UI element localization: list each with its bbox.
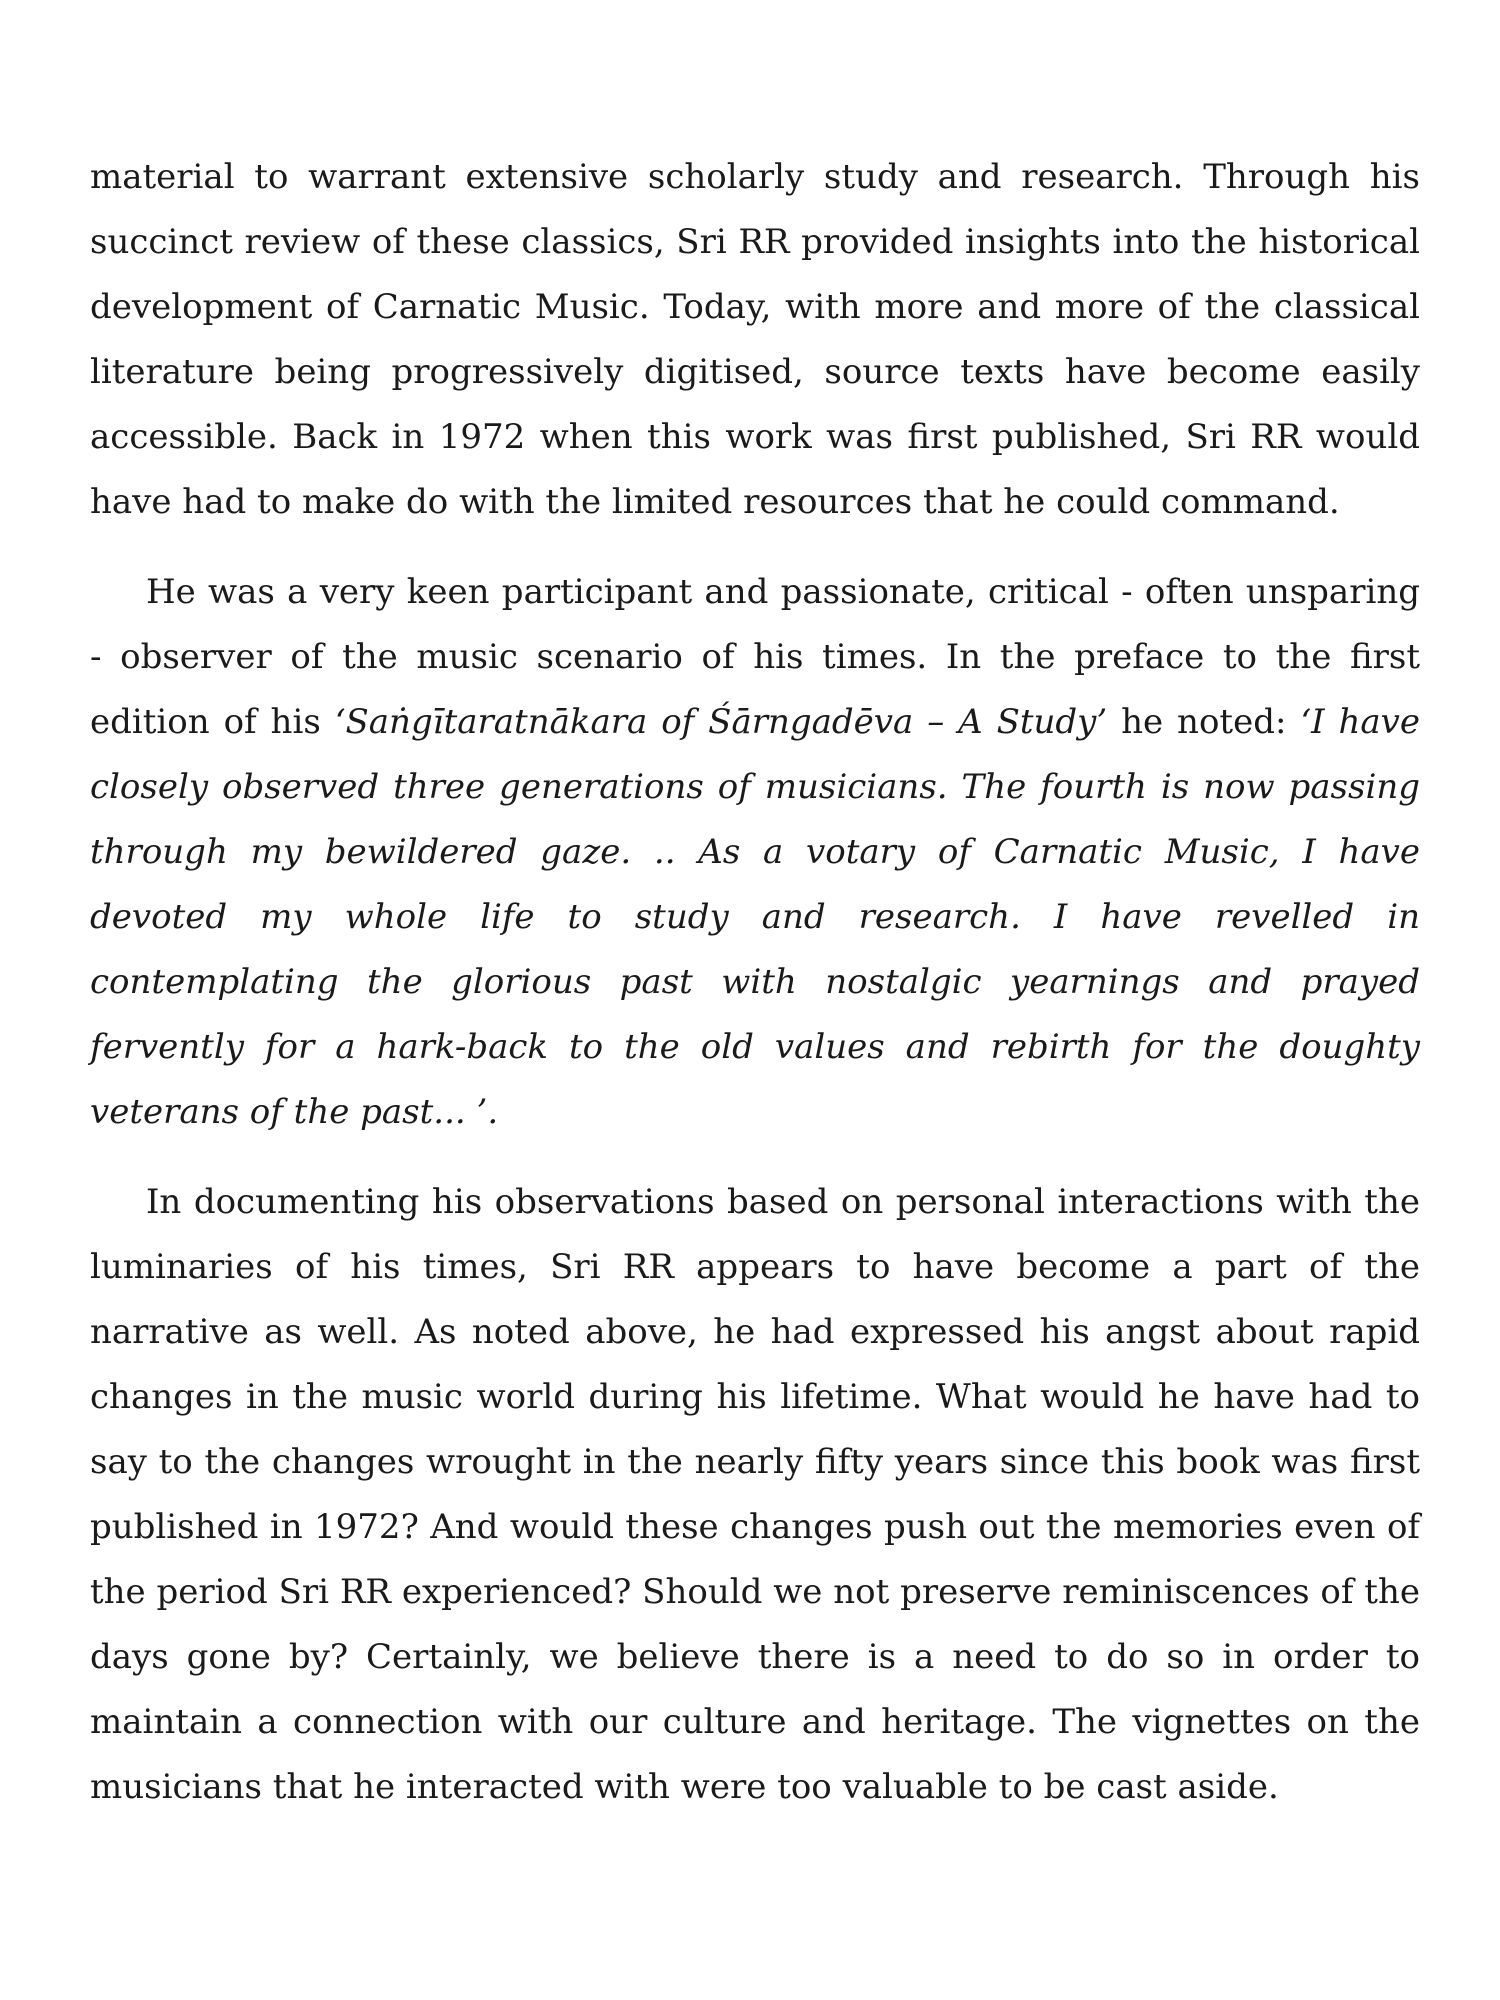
paragraph-2-bridge: he noted:: [1107, 702, 1301, 742]
preface-quote: ‘I have closely observed three generations of musicians. The fourth is now passing through my bewildered gaze. .. As a votary of Carnatic Music, I have devoted my whole life to study and research. I have revelled in contemplating the glorious past with nostalgic yearnings and prayed fervently for a hark-back to the old values and rebirth for the doughty veterans of the past... ’.: [90, 702, 1420, 1132]
paragraph-3: In documenting his observations based on personal interactions with the luminaries of his times, Sri RR appears to have become a part of the narrative as well. As noted above, he had expressed his angst about rapid changes in the music world during his lifetime. What would he have had to say to the changes wrought in the nearly fifty years since this book was first published in 1972? And would these changes push out the memories even of the period Sri RR experienced? Should we not preserve reminiscences of the days gone by? Certainly, we believe there is a need to do so in order to maintain a connection with our culture and heritage. The vignettes on the musicians that he interacted with were too valuable to be cast aside.: [90, 1182, 1420, 1807]
paragraph-2-intro: He was a very keen participant and passionate, critical - often unsparing - observer of the music scenario of his times. In the preface to the first edition of his: [90, 572, 1420, 742]
paragraph-1: material to warrant extensive scholarly study and research. Through his succinct review of these classics, Sri RR provided insights into the historical development of Carnatic Music. Today, with more and more of the classical literature being progressively digitised, source texts have become easily accessible. Back in 1972 when this work was first published, Sri RR would have had to make do with the limited resources that he could command.: [90, 157, 1420, 522]
paragraph-2: [90, 560, 1420, 1145]
book-title: ‘Saṅgītaratnākara of Śārngadēva – A Study’: [334, 702, 1108, 742]
